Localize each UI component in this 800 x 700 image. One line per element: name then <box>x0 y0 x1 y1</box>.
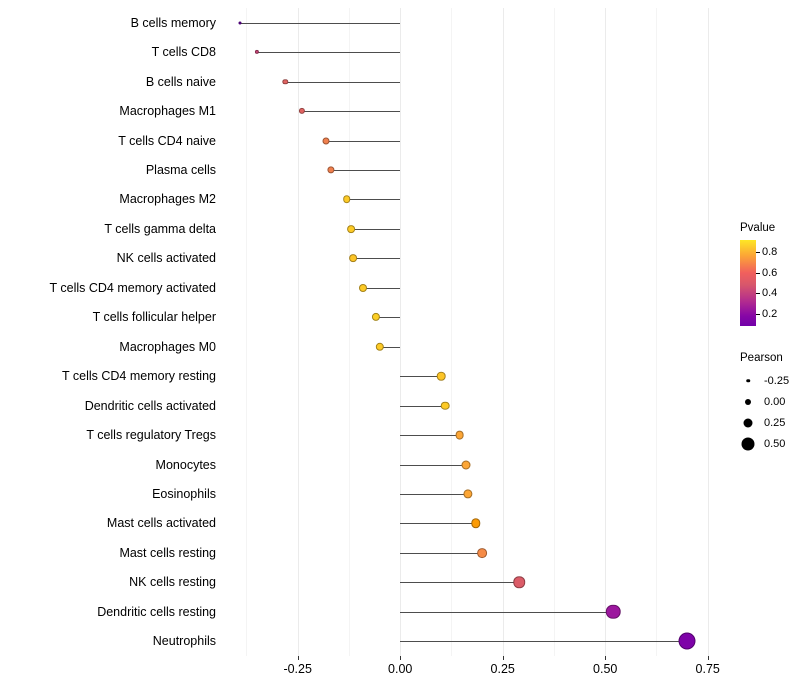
lollipop-stem <box>347 199 400 200</box>
colorbar-label: 0.8 <box>762 246 778 259</box>
y-axis-label: NK cells activated <box>116 251 216 266</box>
y-axis-label: B cells naive <box>145 74 216 89</box>
grid-line-minor <box>656 8 657 656</box>
lollipop-dot[interactable] <box>347 225 355 233</box>
y-axis-label: T cells follicular helper <box>92 310 216 325</box>
lollipop-stem <box>400 494 468 495</box>
lollipop-dot[interactable] <box>327 166 334 173</box>
y-axis-label: Neutrophils <box>152 634 216 649</box>
lollipop-stem <box>257 52 401 53</box>
lollipop-stem <box>285 82 400 83</box>
lollipop-dot[interactable] <box>606 605 621 620</box>
y-axis-label: T cells CD4 naive <box>118 133 216 148</box>
grid-line <box>400 8 401 656</box>
grid-line-minor <box>349 8 350 656</box>
x-axis-label: 0.25 <box>490 662 515 676</box>
x-axis-label: 0.00 <box>388 662 413 676</box>
grid-line <box>708 8 709 656</box>
x-axis-tick <box>605 656 606 660</box>
grid-line <box>605 8 606 656</box>
lollipop-dot[interactable] <box>471 519 480 528</box>
lollipop-dot[interactable] <box>239 21 242 24</box>
y-axis-label: Monocytes <box>155 457 216 472</box>
colorbar-label: 0.4 <box>762 287 778 300</box>
lollipop-stem <box>400 435 459 436</box>
lollipop-dot[interactable] <box>513 577 525 589</box>
lollipop-dot[interactable] <box>463 489 472 498</box>
lollipop-dot[interactable] <box>477 548 487 558</box>
pvalue-colorbar-wrap <box>740 240 800 326</box>
lollipop-stem <box>302 111 400 112</box>
plot-panel <box>228 8 720 656</box>
pvalue-colorbar <box>740 240 756 326</box>
pearson-legend-entry <box>740 370 800 391</box>
y-axis-label: Eosinophils <box>152 487 216 501</box>
y-axis-label: T cells gamma delta <box>104 221 216 236</box>
y-axis-label: Macrophages M1 <box>119 104 216 119</box>
lollipop-dot[interactable] <box>679 633 696 650</box>
pearson-legend-dot <box>742 437 755 450</box>
grid-line-minor <box>246 8 247 656</box>
lollipop-stem <box>351 229 400 230</box>
pearson-legend <box>740 352 800 454</box>
y-axis-label: Dendritic cells resting <box>97 604 216 619</box>
y-axis-label: Macrophages M0 <box>119 339 216 354</box>
y-axis-label: B cells memory <box>130 15 216 30</box>
x-axis-tick <box>708 656 709 660</box>
grid-line-minor <box>554 8 555 656</box>
grid-line-minor <box>451 8 452 656</box>
x-axis-tick <box>298 656 299 660</box>
colorbar-tick <box>756 252 760 253</box>
y-axis-label: T cells CD8 <box>151 45 216 60</box>
colorbar-label: 0.6 <box>762 266 778 279</box>
pearson-legend-label: 0.00 <box>764 395 786 408</box>
y-axis-label: T cells regulatory Tregs <box>86 428 216 443</box>
x-axis <box>228 656 720 686</box>
lollipop-dot[interactable] <box>349 254 357 262</box>
pvalue-legend <box>740 222 800 326</box>
lollipop-dot[interactable] <box>299 108 305 114</box>
colorbar-tick <box>756 314 760 315</box>
pearson-legend-entries <box>740 370 800 454</box>
lollipop-stem <box>400 523 476 524</box>
grid-line <box>298 8 299 656</box>
lollipop-stem <box>326 141 400 142</box>
grid-line <box>503 8 504 656</box>
x-axis-label: 0.75 <box>695 662 720 676</box>
x-axis-tick <box>503 656 504 660</box>
lollipop-stem <box>400 553 482 554</box>
lollipop-dot[interactable] <box>343 196 351 204</box>
y-axis-label: Macrophages M2 <box>119 192 216 207</box>
pearson-legend-title: Pearson <box>740 352 783 364</box>
lollipop-dot[interactable] <box>255 50 259 54</box>
pearson-legend-label: 0.50 <box>764 437 786 450</box>
lollipop-dot[interactable] <box>359 284 367 292</box>
pearson-legend-entry <box>740 412 800 433</box>
lollipop-stem <box>240 23 400 24</box>
lollipop-dot[interactable] <box>372 313 380 321</box>
colorbar-tick <box>756 273 760 274</box>
pearson-legend-label: -0.25 <box>764 374 790 387</box>
lollipop-stem <box>331 170 401 171</box>
lollipop-stem <box>400 406 445 407</box>
lollipop-stem <box>400 641 687 642</box>
lollipop-dot[interactable] <box>283 79 288 84</box>
x-axis-label: -0.25 <box>283 662 312 676</box>
lollipop-dot[interactable] <box>323 137 330 144</box>
lollipop-dot[interactable] <box>461 460 470 469</box>
colorbar-tick <box>756 293 760 294</box>
lollipop-stem <box>353 258 400 259</box>
lollipop-stem <box>400 612 613 613</box>
y-axis-label: Mast cells resting <box>119 545 216 560</box>
y-axis-label: T cells CD4 memory activated <box>49 280 216 295</box>
y-axis-label: T cells CD4 memory resting <box>62 369 216 384</box>
lollipop-dot[interactable] <box>437 372 446 381</box>
pearson-legend-dot <box>744 418 753 427</box>
lollipop-stem <box>400 376 441 377</box>
lollipop-dot[interactable] <box>455 431 464 440</box>
y-axis-label: Plasma cells <box>145 163 216 177</box>
lollipop-stem <box>363 288 400 289</box>
x-axis-tick <box>400 656 401 660</box>
x-axis-label: 0.50 <box>593 662 618 676</box>
pearson-legend-entry <box>740 391 800 412</box>
pearson-legend-entry <box>740 433 800 454</box>
pearson-legend-dot <box>745 399 751 405</box>
pearson-legend-label: 0.25 <box>764 416 786 429</box>
y-axis-label: NK cells resting <box>129 575 216 590</box>
colorbar-label: 0.2 <box>762 307 778 320</box>
lollipop-stem <box>400 582 519 583</box>
lollipop-dot[interactable] <box>441 401 450 410</box>
lollipop-dot[interactable] <box>375 343 383 351</box>
lollipop-stem <box>400 465 466 466</box>
pvalue-legend-title: Pvalue <box>740 222 776 234</box>
y-axis-label: Dendritic cells activated <box>84 398 216 413</box>
y-axis-label: Mast cells activated <box>106 516 216 531</box>
y-axis <box>0 8 222 656</box>
pearson-legend-dot <box>746 379 750 383</box>
